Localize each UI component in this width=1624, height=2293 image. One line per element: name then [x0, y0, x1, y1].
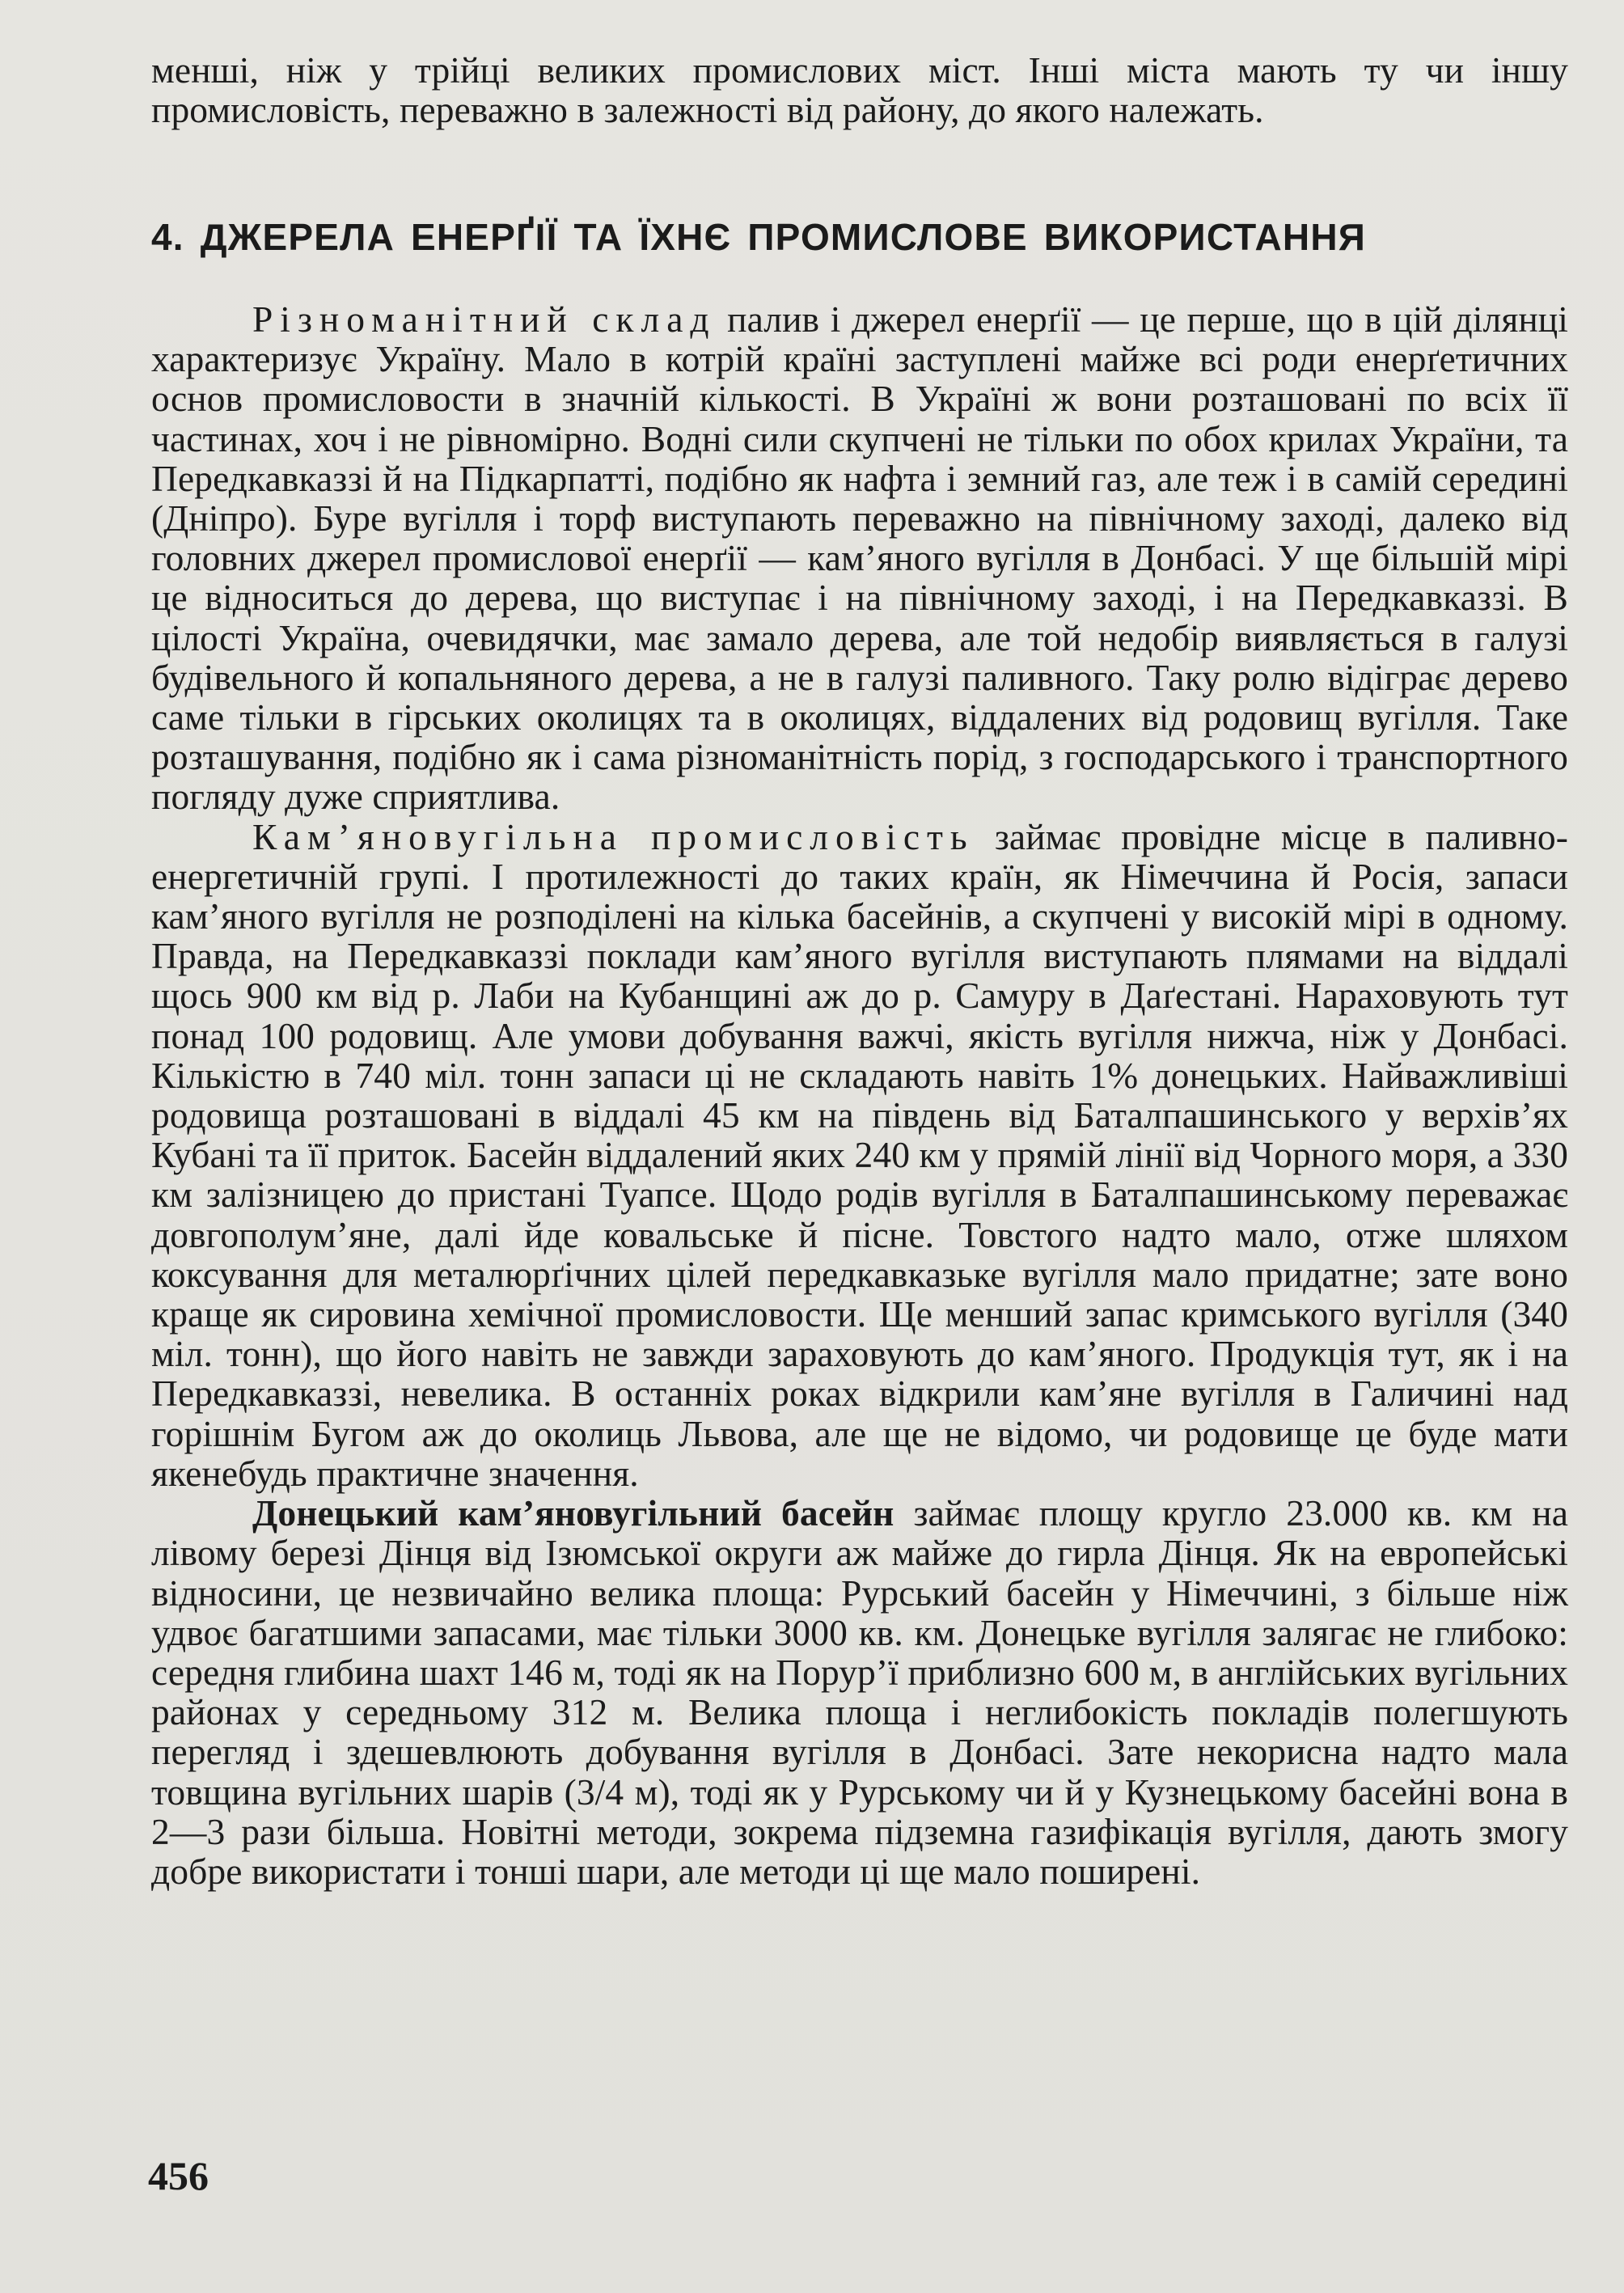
paragraph-fuel-diversity	[151, 299, 1568, 817]
section-body	[151, 299, 1568, 1891]
section-heading: 4. ДЖЕРЕЛА ЕНЕРҐІЇ ТА ЇХНЄ ПРОМИСЛОВЕ ВИКОРИСТАННЯ	[151, 216, 1367, 258]
paragraph-text: палив і джерел енерґії — це перше, що в цій ділянці характеризує Україну. Мало в котрій країні заступлені майже всі роди енерґетичних основ промисловости в значній кількості. В Україні ж вони розташовані по всіх її частинах, хоч і не рівномірно. Водні сили скупчені не тільки по обох крилах України, та Передкавказзі й на Підкарпатті, подібно як нафта і земний газ, але теж і в самій середині (Дніпро). Буре вугілля і торф виступають переважно на північному заході, далеко від головних джерел промислової енерґії — кам’яного вугілля в Донбасі. У ще більшій мірі це відноситься до дерева, що виступає і на північному заході, і на Передкавказзі. В цілості Україна, очевидячки, має замало дерева, але той недобір виявляється в галузі будівельного й копальняного дерева, а не в галузі паливного. Таку ролю відіграє дерево саме тільки в гірських околицях та в околицях, віддалених від родовищ вугілля. Таке розташування, подібно як і сама різноманітність порід, з господарського і транспортного погляду дуже сприятлива.	[151, 298, 1568, 818]
lead-paragraph-block	[151, 50, 1568, 129]
lead-paragraph: менші, ніж у трійці великих промислових міст. Інші міста мають ту чи іншу промисловість, переважно в залежності від району, до якого належать.	[151, 49, 1568, 131]
paragraph-emphasis: Кам’яновугільна промисловість	[252, 815, 975, 857]
paragraph-donets-basin	[151, 1493, 1568, 1891]
page-number: 456	[148, 2153, 209, 2198]
paragraph-coal-industry	[151, 817, 1568, 1493]
paragraph-text: займає площу круглo 23.000 кв. км на лівому березі Дінця від Ізюмської округи аж майже до гирла Дінця. Як на европейські відносини, це незвичайно велика площа: Рурський басейн у Німеччині, з більше ніж удвоє багатшими запасами, має тільки 3000 кв. км. Донецьке вугілля залягає не глибоко: середня глибина шахт 146 м, тоді як на Порур’ї приблизно 600 м, в англійських вугільних районах у середньому 312 м. Велика площа і неглибокість покладів полегшують перегляд і здешевлюють добування вугілля в Донбасі. Зате некорисна надто мала товщина вугільних шарів (3/4 м), тоді як у Рурському чи й у Кузнецькому басейні вона в 2—3 рази більша. Новітні методи, зокрема підземна газифікація вугілля, дають змогу добре використати і тонші шари, але методи ці ще мало поширені.	[151, 1492, 1568, 1892]
paragraph-emphasis: Різноманітний склад	[252, 298, 717, 340]
paragraph-emphasis: Донецький кам’яновугільний басейн	[252, 1492, 894, 1534]
paragraph-text: займає провідне місце в паливно-енергетичній групі. І протилежності до таких країн, як Німеччина й Росія, запаси кам’яного вугілля не розподілені на кілька басейнів, а скупчені у високій мірі в одному. Правда, на Передкавказзі поклади кам’яного вугілля виступають плямами на віддалі щось 900 км від р. Лаби на Кубанщині аж до р. Самуру в Даґестані. Нараховують тут понад 100 родовищ. Але умови добування важчі, якість вугілля нижча, ніж у Донбасі. Кількістю в 740 міл. тонн запаси ці не складають навіть 1% донецьких. Найважливіші родовища розташовані в віддалі 45 км на південь від Баталпашинського у верхів’ях Кубані та її приток. Басейн віддалений яких 240 км у прямій лінії від Чорного моря, а 330 км залізницею до пристані Туапсе. Щодо родів вугілля в Баталпашинському переважає довгополум’яне, далі йде ковальське й пісне. Товстого надто мало, отже шляхом коксування для металюрґічних цілей передкавказьке вугілля мало придатне; зате воно краще як сировина хемічної промисловости. Ще менший запас кримського вугілля (340 міл. тонн), що його навіть не завжди зараховують до кам’яного. Продукція тут, як і на Передкавказзі, невелика. В останніх роках відкрили кам’яне вугілля в Галичині над горішнім Бугом аж до околиць Львова, але ще не відомо, чи родовище це буде мати якенебудь практичне значення.	[151, 815, 1568, 1494]
